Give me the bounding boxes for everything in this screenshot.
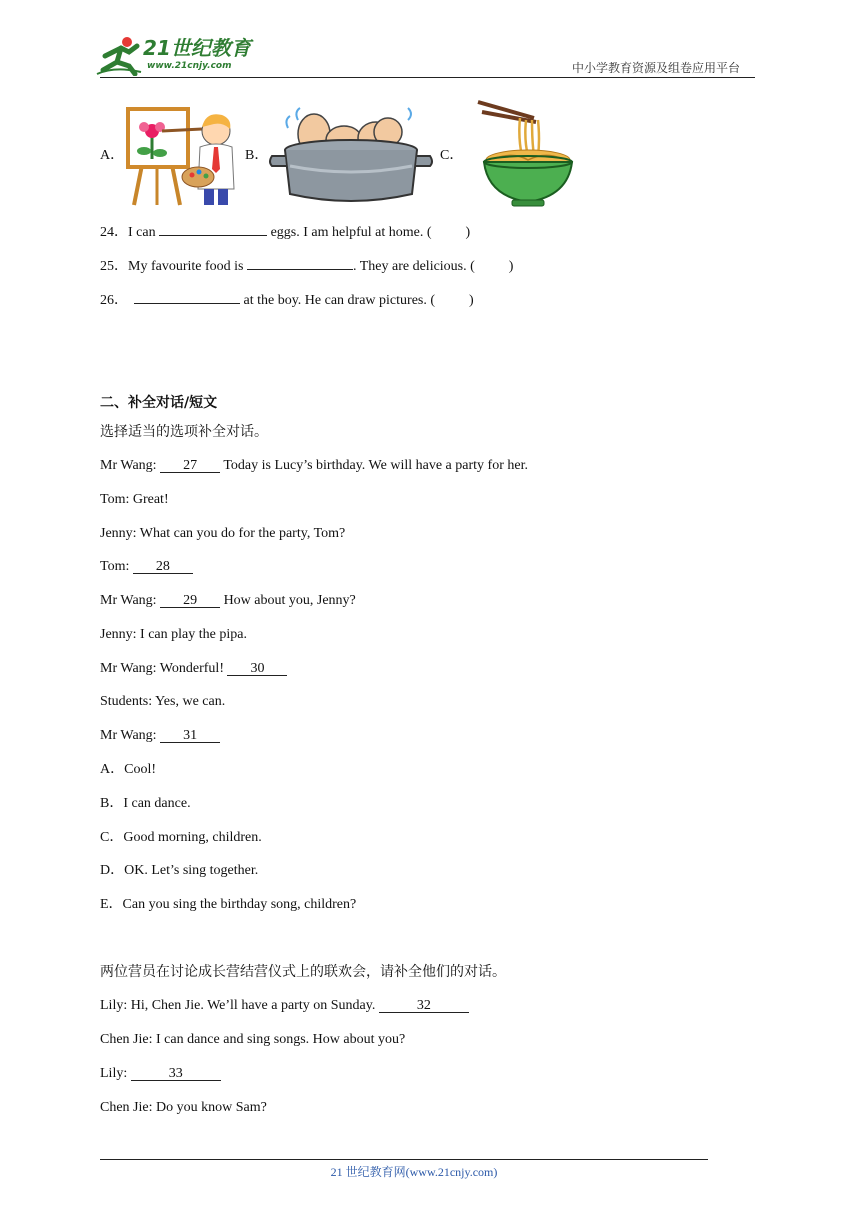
question-25: 25．My favourite food is . They are delicious. ( ) (100, 254, 513, 276)
dialogue-line: Mr Wang: Wonderful! 30 (100, 660, 287, 678)
dialogue-blank-30[interactable]: 30 (227, 660, 287, 676)
option-a-image (122, 105, 240, 207)
dialogue-blank-28[interactable]: 28 (133, 558, 193, 574)
dialogue-line: Lily: Hi, Chen Jie. We’ll have a party on Sunday. 32 (100, 997, 469, 1015)
section-title: 二、补全对话/短文 (100, 395, 218, 411)
option-item: C．Good morning, children. (100, 830, 262, 845)
dialogue-line: Lily: 33 (100, 1065, 221, 1083)
dialogue-line: Mr Wang: 31 (100, 727, 220, 745)
header-right-text: 中小学教育资源及组卷应用平台 (572, 61, 741, 75)
dialogue-line: Mr Wang: 29 How about you, Jenny? (100, 593, 356, 608)
option-item: A．Cool! (100, 762, 156, 777)
option-c-letter: C． (440, 148, 464, 163)
dialogue-line: Chen Jie: Do you know Sam? (100, 1100, 267, 1115)
option-item: E．Can you sing the birthday song, children? (100, 897, 357, 912)
dialogue-line: Students: Yes, we can. (100, 694, 226, 709)
site-logo (95, 36, 260, 76)
answer-blank-26[interactable] (134, 288, 240, 304)
dialogue-blank-33[interactable]: 33 (131, 1065, 221, 1081)
logo-url: www.21cnjy.com (147, 61, 232, 71)
dialogue-line: Tom: Great! (100, 492, 169, 507)
option-b-image (268, 106, 434, 204)
option-item: B．I can dance. (100, 796, 191, 811)
dialogue-line: Chen Jie: I can dance and sing songs. How about you? (100, 1032, 406, 1047)
pot-of-eggs-icon (268, 106, 434, 204)
option-item: D．OK. Let’s sing together. (100, 863, 259, 878)
dialogue-line: Tom: 28 (100, 558, 193, 576)
answer-blank-25[interactable] (247, 254, 353, 270)
boy-painting-icon (122, 105, 240, 207)
section-instruction-1: 选择适当的选项补全对话。 (100, 424, 268, 440)
logo-title: 21世纪教育 (143, 36, 251, 60)
dialogue-blank-31[interactable]: 31 (160, 727, 220, 743)
option-b-letter: B． (245, 148, 269, 163)
header-rule (100, 77, 755, 78)
footer-text: 21 世纪教育网(www.21cnjy.com) (330, 1165, 498, 1179)
dialogue-blank-27[interactable]: 27 (160, 457, 220, 473)
dialogue-line: Mr Wang: 27 Today is Lucy’s birthday. We will have a party for her. (100, 458, 528, 473)
question-26: 26． at the boy. He can draw pictures. ( ) (100, 288, 474, 310)
question-24: 24．I can eggs. I am helpful at home. ( ) (100, 220, 470, 242)
option-c-image (474, 98, 582, 208)
dialogue-blank-32[interactable]: 32 (379, 997, 469, 1013)
running-man-logo-icon (95, 36, 143, 76)
footer-rule (100, 1159, 708, 1160)
answer-blank-24[interactable] (159, 220, 267, 236)
dialogue-line: Jenny: I can play the pipa. (100, 627, 247, 642)
bowl-of-noodles-icon (474, 98, 582, 208)
section-instruction-2: 两位营员在讨论成长营结营仪式上的联欢会，请补全他们的对话。 (100, 964, 506, 980)
dialogue-line: Jenny: What can you do for the party, Tom? (100, 526, 346, 541)
option-a-letter: A． (100, 148, 125, 163)
dialogue-blank-29[interactable]: 29 (160, 592, 220, 608)
